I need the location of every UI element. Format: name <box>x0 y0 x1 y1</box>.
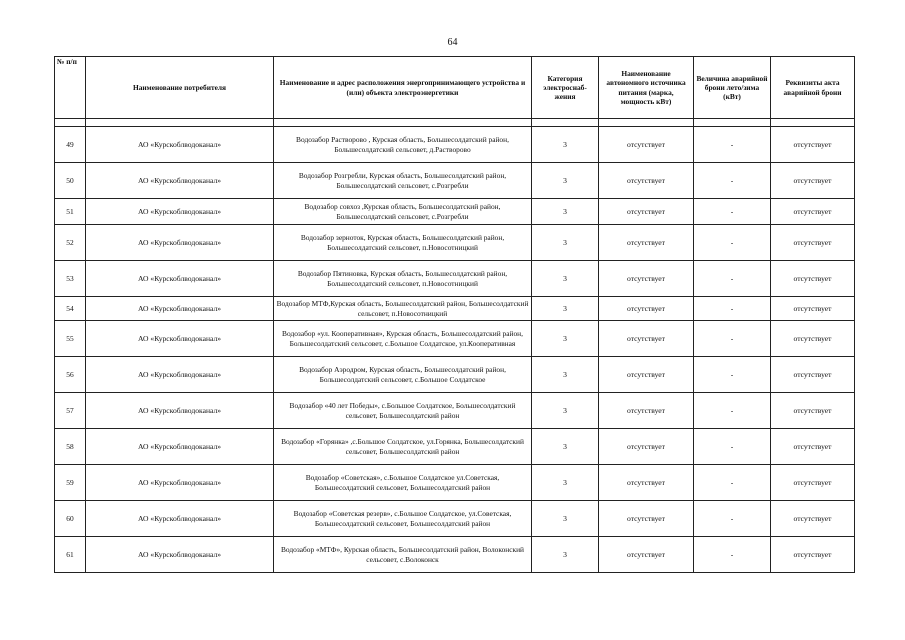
cell-source: отсутствует <box>599 127 694 163</box>
page-number: 64 <box>447 37 458 48</box>
cell-category: 3 <box>532 537 599 573</box>
cell-source: отсутствует <box>599 393 694 429</box>
cell-category: 3 <box>532 429 599 465</box>
cell-num: 60 <box>55 501 86 537</box>
cell-requisites: отсутствует <box>771 537 855 573</box>
cell-object: Водозабор Растворово , Курская область, Большесолдатский район, Большесолдатский сельсовет, д.Растворово <box>274 127 532 163</box>
cell-category: 3 <box>532 321 599 357</box>
cell-consumer: АО «Курскоблводоканал» <box>86 321 274 357</box>
cell-reserve: - <box>694 297 771 321</box>
cell-source: отсутствует <box>599 261 694 297</box>
cell-category: 3 <box>532 357 599 393</box>
cell-category: 3 <box>532 465 599 501</box>
cell-category: 3 <box>532 393 599 429</box>
table-row <box>55 357 855 393</box>
cell-source: отсутствует <box>599 429 694 465</box>
table-row <box>55 393 855 429</box>
cell-reserve: - <box>694 357 771 393</box>
cell-num: 55 <box>55 321 86 357</box>
cell-requisites: отсутствует <box>771 465 855 501</box>
cell-object: Водозабор «МТФ», Курская область, Большесолдатский район, Волоконский сельсовет, с.Волоконск <box>274 537 532 573</box>
cell-object: Водозабор «Горянка» ,с.Большое Солдатское, ул.Горянка, Большесолдатский сельсовет, Большесолдатский район <box>274 429 532 465</box>
table-row <box>55 163 855 199</box>
cell-object: Водозабор Пятиновка, Курская область, Большесолдатский район, Большесолдатский сельсовет, п.Новосотницкий <box>274 261 532 297</box>
header-requisites: Реквизиты акта аварийной брони <box>771 57 855 119</box>
cell-category: 3 <box>532 225 599 261</box>
cell-consumer: АО «Курскоблводоканал» <box>86 261 274 297</box>
cell-num: 53 <box>55 261 86 297</box>
cell-num: 50 <box>55 163 86 199</box>
cell-requisites: отсутствует <box>771 199 855 225</box>
cell-reserve: - <box>694 429 771 465</box>
cell-object: Водозабор Розгребли, Курская область, Большесолдатский район, Большесолдатский сельсовет, с.Розгребли <box>274 163 532 199</box>
table-row <box>55 429 855 465</box>
cell-reserve: - <box>694 465 771 501</box>
table-row <box>55 465 855 501</box>
cell-num: 61 <box>55 537 86 573</box>
cell-requisites: отсутствует <box>771 127 855 163</box>
cell-object: Водозабор «ул. Кооперативная», Курская область, Большесолдатский район, Большесолдатский сельсовет, с.Большое Солдатское, ул.Кооперативная <box>274 321 532 357</box>
cell-consumer: АО «Курскоблводоканал» <box>86 297 274 321</box>
cell-consumer: АО «Курскоблводоканал» <box>86 225 274 261</box>
cell-source: отсутствует <box>599 465 694 501</box>
header-reserve: Величина аварийной брони лето/зима (кВт) <box>694 57 771 119</box>
cell-object: Водозабор совхоз ,Курская область, Большесолдатский район, Большесолдатский сельсовет, с.Розгребли <box>274 199 532 225</box>
cell-consumer: АО «Курскоблводоканал» <box>86 163 274 199</box>
table-row <box>55 501 855 537</box>
cell-num: 59 <box>55 465 86 501</box>
cell-requisites: отсутствует <box>771 393 855 429</box>
cell-category: 3 <box>532 501 599 537</box>
cell-reserve: - <box>694 537 771 573</box>
cell-num: 56 <box>55 357 86 393</box>
cell-num: 58 <box>55 429 86 465</box>
table-row <box>55 261 855 297</box>
table-row <box>55 537 855 573</box>
cell-num: 49 <box>55 127 86 163</box>
table-row <box>55 199 855 225</box>
header-category: Категория электроснаб-жения <box>532 57 599 119</box>
cell-reserve: - <box>694 163 771 199</box>
cell-reserve: - <box>694 199 771 225</box>
cell-source: отсутствует <box>599 501 694 537</box>
table-row <box>55 297 855 321</box>
cell-category: 3 <box>532 127 599 163</box>
cell-object: Водозабор «40 лет Победы», с.Большое Солдатское, Большесолдатский сельсовет, Большесолдатский район <box>274 393 532 429</box>
header-consumer: Наименование потребителя <box>86 57 274 119</box>
cell-category: 3 <box>532 199 599 225</box>
cell-source: отсутствует <box>599 537 694 573</box>
cell-requisites: отсутствует <box>771 261 855 297</box>
cell-requisites: отсутствует <box>771 357 855 393</box>
cell-reserve: - <box>694 225 771 261</box>
cell-reserve: - <box>694 321 771 357</box>
cell-category: 3 <box>532 297 599 321</box>
cell-consumer: АО «Курскоблводоканал» <box>86 199 274 225</box>
cell-consumer: АО «Курскоблводоканал» <box>86 393 274 429</box>
cell-source: отсутствует <box>599 199 694 225</box>
cell-object: Водозабор зерноток, Курская область, Большесолдатский район, Большесолдатский сельсовет, п.Новосотницкий <box>274 225 532 261</box>
header-object: Наименование и адрес расположения энергопринимающего устройства и (или) объекта электроэнергетики <box>274 57 532 119</box>
cell-source: отсутствует <box>599 163 694 199</box>
cell-category: 3 <box>532 261 599 297</box>
cell-object: Водозабор «Советская резерв», с.Большое Солдатское, ул.Советская, Большесолдатский сельсовет, Большесолдатский район <box>274 501 532 537</box>
cell-requisites: отсутствует <box>771 321 855 357</box>
cell-object: Водозабор «Советская», с.Большое Солдатское ул.Советская, Большесолдатский сельсовет, Большесолдатский район <box>274 465 532 501</box>
header-num: № п/п <box>55 57 86 119</box>
cell-source: отсутствует <box>599 321 694 357</box>
cell-requisites: отсутствует <box>771 225 855 261</box>
cell-requisites: отсутствует <box>771 163 855 199</box>
cell-num: 51 <box>55 199 86 225</box>
consumer-table <box>54 56 855 573</box>
header-spacer-row <box>55 119 855 127</box>
cell-reserve: - <box>694 501 771 537</box>
cell-category: 3 <box>532 163 599 199</box>
table-row <box>55 225 855 261</box>
table-row <box>55 127 855 163</box>
cell-reserve: - <box>694 261 771 297</box>
cell-source: отсутствует <box>599 297 694 321</box>
cell-consumer: АО «Курскоблводоканал» <box>86 127 274 163</box>
cell-consumer: АО «Курскоблводоканал» <box>86 537 274 573</box>
header-source: Наименование автономного источника питания (марка, мощность кВт) <box>599 57 694 119</box>
cell-requisites: отсутствует <box>771 429 855 465</box>
cell-object: Водозабор МТФ,Курская область, Большесолдатский район, Большесолдатский сельсовет, п.Новосотницкий <box>274 297 532 321</box>
cell-requisites: отсутствует <box>771 297 855 321</box>
cell-object: Водозабор Аэродром, Курская область, Большесолдатский район, Большесолдатский сельсовет, с.Большое Солдатское <box>274 357 532 393</box>
cell-num: 52 <box>55 225 86 261</box>
cell-reserve: - <box>694 393 771 429</box>
cell-consumer: АО «Курскоблводоканал» <box>86 465 274 501</box>
cell-consumer: АО «Курскоблводоканал» <box>86 501 274 537</box>
cell-consumer: АО «Курскоблводоканал» <box>86 357 274 393</box>
cell-num: 54 <box>55 297 86 321</box>
table-header-row <box>55 57 855 119</box>
table-row <box>55 321 855 357</box>
cell-source: отсутствует <box>599 225 694 261</box>
cell-consumer: АО «Курскоблводоканал» <box>86 429 274 465</box>
cell-source: отсутствует <box>599 357 694 393</box>
cell-requisites: отсутствует <box>771 501 855 537</box>
cell-reserve: - <box>694 127 771 163</box>
cell-num: 57 <box>55 393 86 429</box>
